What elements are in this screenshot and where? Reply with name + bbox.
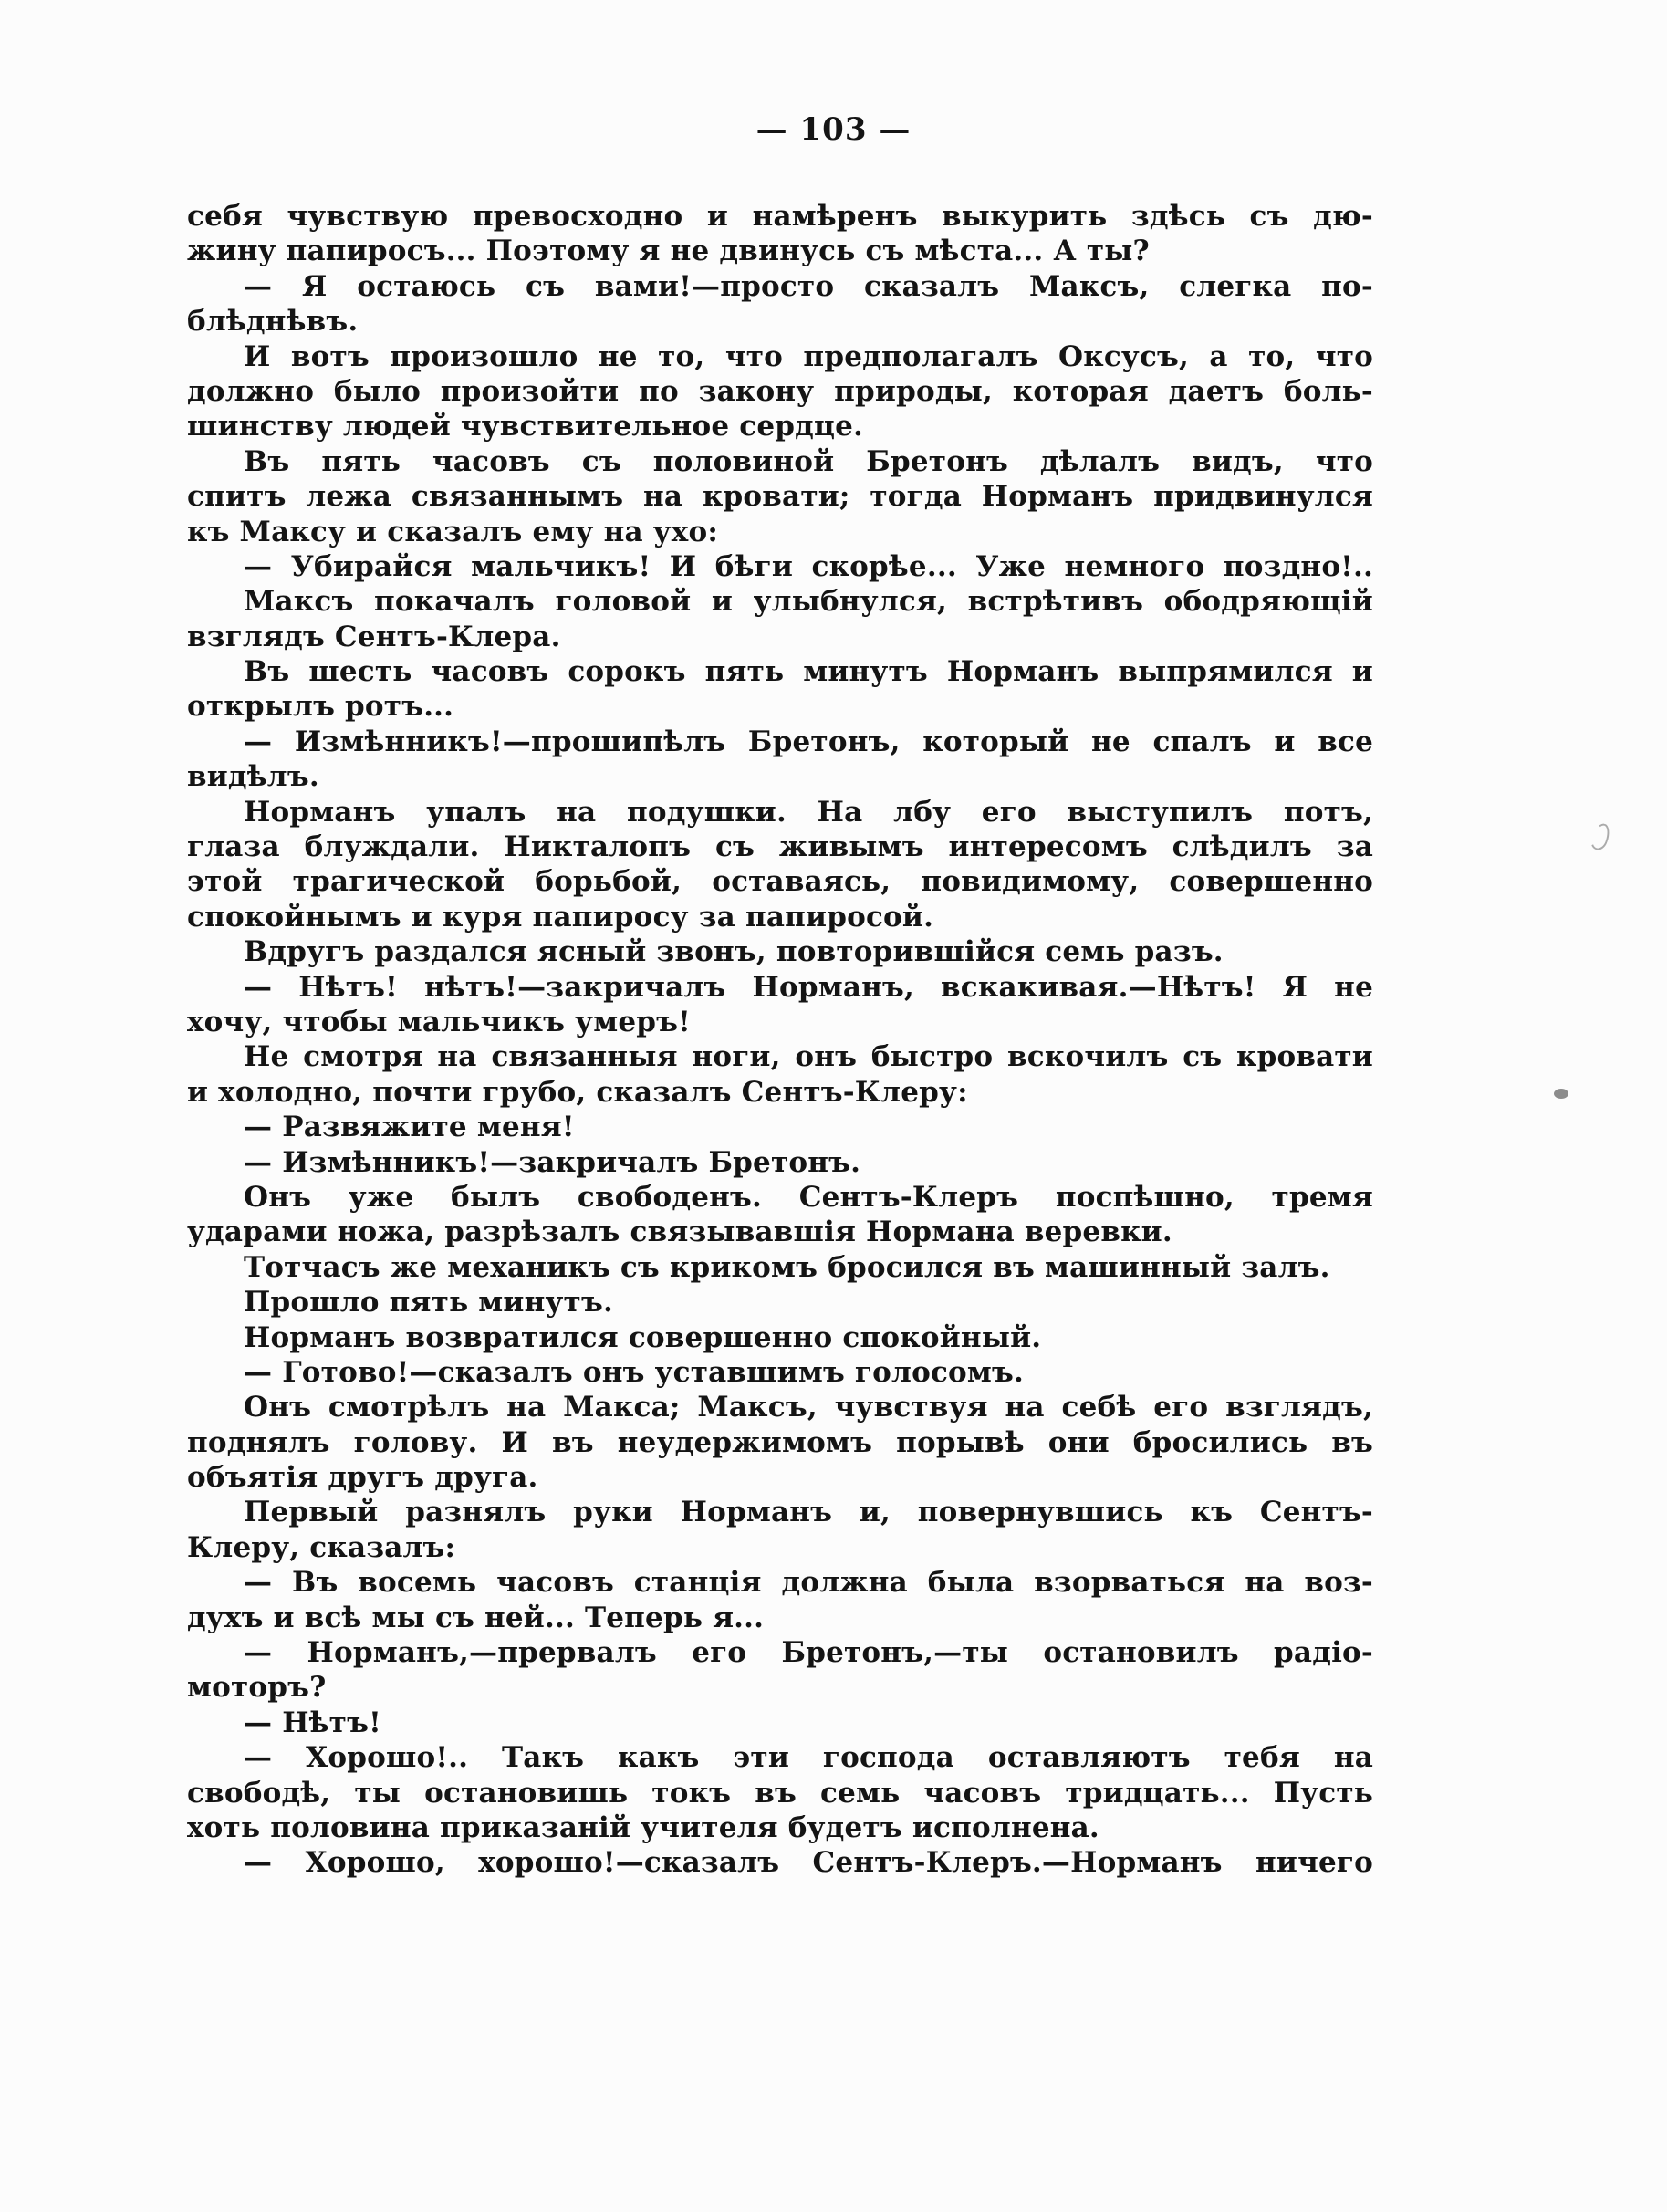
text-line: спокойнымъ и куря папиросу за папиросой. [187,900,934,934]
text-line: объятія другъ друга. [187,1461,538,1495]
text-line: Вдругъ раздался ясный звонъ, повторившійся семь разъ. [244,935,1224,969]
text-line: — Хорошо, хорошо!—сказалъ Сентъ-Клеръ.—Норманъ ничего [244,1846,1373,1880]
text-line: къ Максу и сказалъ ему на ухо: [187,515,718,548]
text-line: — Въ восемь часовъ станція должна была взорваться на воз- [244,1566,1373,1600]
text-line: Норманъ возвратился совершенно спокойный. [244,1320,1042,1354]
text-line: и холодно, почти грубо, сказалъ Сентъ-Клеру: [187,1075,968,1109]
text-line: открылъ ротъ... [187,690,454,724]
page-number: — 103 — [755,111,912,148]
text-line: Прошло пять минутъ. [244,1286,613,1320]
text-line: блѣднѣвъ. [187,305,359,339]
text-line: — Измѣнникъ!—прошипѣлъ Бретонъ, который не спалъ и все [244,725,1373,758]
text-line: — Готово!—сказалъ онъ уставшимъ голосомъ. [244,1355,1024,1389]
text-line: духъ и всѣ мы съ ней... Теперь я... [187,1601,765,1634]
text-line: — Нѣтъ! нѣтъ!—закричалъ Норманъ, вскакивая.—Нѣтъ! Я не [244,970,1373,1004]
text-line: И вотъ произошло не то, что предполагалъ Оксусъ, а то, что [244,339,1373,373]
text-line: видѣлъ. [187,760,319,794]
text-line: Въ пять часовъ съ половиной Бретонъ дѣлалъ видъ, что [244,444,1373,478]
text-line: Онъ уже былъ свободенъ. Сентъ-Клеръ поспѣшно, тремя [244,1180,1373,1214]
text-line: жину папиросъ... Поэтому я не двинусь съ мѣста... А ты? [187,235,1150,268]
ink-speck [1554,1089,1568,1099]
text-line: — Убирайся мальчикъ! И бѣги скорѣе... Уже немного поздно!.. [244,549,1373,583]
text-line: Тотчасъ же механикъ съ крикомъ бросился въ машинный залъ. [244,1250,1330,1284]
text-line: свободѣ, ты остановишь токъ въ семь часовъ тридцать... Пусть [187,1776,1373,1810]
body-text [187,199,1373,1881]
text-line: — Норманъ,—прервалъ его Бретонъ,—ты остановилъ радіо- [244,1636,1373,1670]
text-line: должно было произойти по закону природы, которая даетъ боль- [187,374,1373,408]
text-line: себя чувствую превосходно и намѣренъ выкурить здѣсь съ дю- [187,200,1373,233]
text-line: глаза блуждали. Никталопъ съ живымъ интересомъ слѣдилъ за [187,830,1373,864]
text-line: — Я остаюсь съ вами!—просто сказалъ Максъ, слегка по- [244,269,1373,303]
text-line: — Развяжите меня! [244,1111,575,1144]
text-line: хоть половина приказаній учителя будетъ исполнена. [187,1810,1099,1844]
text-line: этой трагической борьбой, оставаясь, повидимому, совершенно [187,865,1373,899]
text-line: Первый разнялъ руки Норманъ и, повернувшись къ Сентъ- [244,1496,1373,1529]
margin-pencil-mark [1588,821,1612,852]
text-line: — Нѣтъ! [244,1706,381,1739]
text-line: Не смотря на связанныя ноги, онъ быстро вскочилъ съ кровати [244,1040,1373,1074]
text-line: поднялъ голову. И въ неудержимомъ порывѣ они бросились въ [187,1425,1373,1459]
text-line: хочу, чтобы мальчикъ умеръ! [187,1005,691,1038]
text-line: Онъ смотрѣлъ на Макса; Максъ, чувствуя на себѣ его взглядъ, [244,1391,1373,1424]
text-line: Норманъ упалъ на подушки. На лбу его выступилъ потъ, [244,795,1373,829]
text-line: Въ шесть часовъ сорокъ пять минутъ Норманъ выпрямился и [244,655,1373,689]
text-line: спитъ лежа связаннымъ на кровати; тогда Норманъ придвинулся [187,480,1373,514]
text-line: Клеру, сказалъ: [187,1530,456,1564]
text-line: моторъ? [187,1671,327,1705]
text-line: взглядъ Сентъ-Клера. [187,620,561,653]
text-line: ударами ножа, разрѣзалъ связывавшія Нормана веревки. [187,1216,1172,1249]
text-line: Максъ покачалъ головой и улыбнулся, встрѣтивъ ободряющій [244,585,1373,619]
text-line: — Хорошо!.. Такъ какъ эти господа оставляютъ тебя на [244,1741,1373,1775]
text-line: шинству людей чувствительное сердце. [187,410,864,443]
text-line: — Измѣнникъ!—закричалъ Бретонъ. [244,1145,861,1179]
